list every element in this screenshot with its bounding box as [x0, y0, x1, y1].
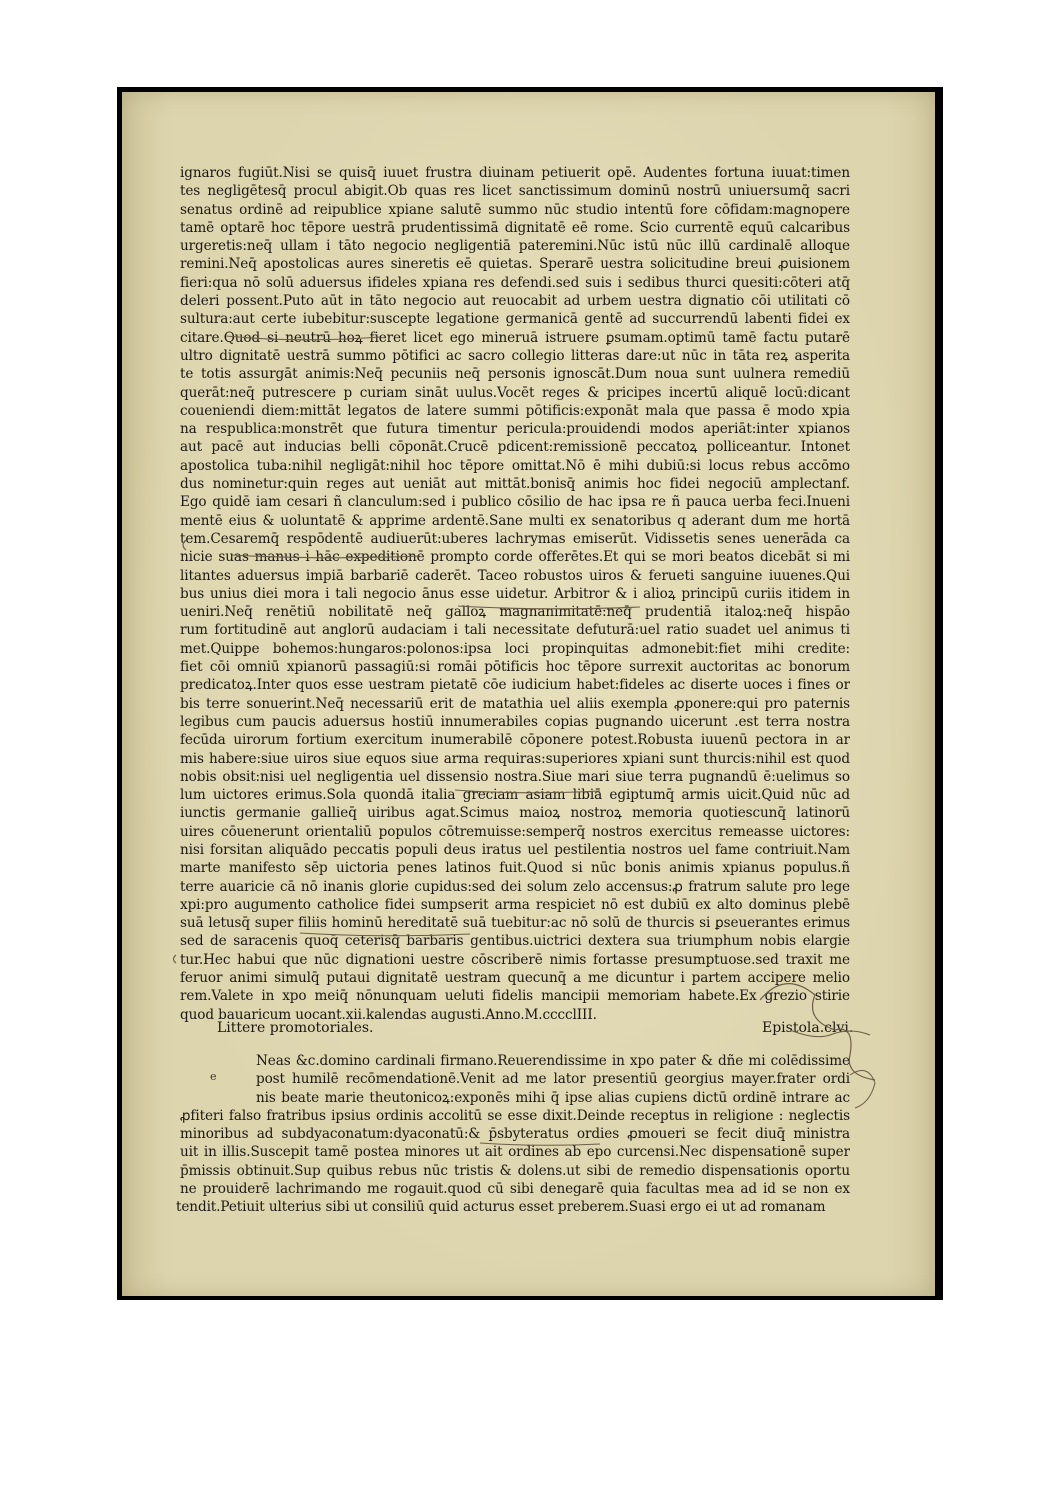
text-line: tamē optarē hoc tēpore uestrā prudentissimā dignitatē eē rome. Scio currentē equū calcaribus: [180, 219, 850, 236]
text-line: sed de saracenis quoq̄ ceterisq̄ barbaris gentibus.uictrici dextera sua triumphum nobis elargie: [180, 933, 850, 950]
text-line: met.Quippe bohemos:hungaros:polonos:ipsa loci propinquitas admonebit:fiet mihi credite:: [180, 640, 850, 657]
text-line: mentē eius & uoluntatē & apprime ardentē.Sane multi ex senatoribus q aderant dum me hortā: [180, 512, 850, 529]
text-line: tes negligētesq̄ procul abigit.Ob quas res licet sanctissimum dominū nostrū uniuersumq̄ sacri: [180, 183, 850, 200]
text-line: uires cōuenerunt orientaliū populos cōtremuisse:semperq̄ nostros exercitus remeasse uictores:: [180, 823, 850, 840]
text-line: mis habere:siue uiros siue equos siue arma requiras:superiores xpiani sunt thurcis:nihil est quod: [180, 750, 850, 767]
text-line: uit in illis.Suscepit tamē postea minores ut ait ordines ab epo curcensi.Nec dispensationē super: [180, 1144, 850, 1161]
text-line: legibus cum paucis aduersus hostiū innumerabiles copias pugnando uicerunt .est terra nostra: [180, 713, 850, 730]
text-line: p̄missis obtinuit.Sup quibus rebus nūc tristis & dolens.ut sibi de remedio dispensationis oportu: [180, 1162, 850, 1179]
text-line: bus unius diei mora i tali negocio ānus esse uidetur. Arbitror & i alioꝝ principū curiis itidem in: [180, 585, 850, 602]
text-line: senatus ordinē ad reipublice xpiane salutē summo nūc studio intentū fore cōfidam:magnopere: [180, 201, 850, 218]
text-line: fecūda uirorum fortium exercitum inumerabilē cōponere potest.Robusta iuuenū pectora in ar: [180, 732, 850, 749]
text-line: terre auaricie cā nō inanis glorie cupidus:sed dei solum zelo accensus:ꝓ fratrum salute pro lege: [180, 878, 850, 895]
text-line: minoribus ad subdyaconatum:dyaconatū:& p̄sbyteratus ordies ꝓmoueri se fecit diuq̄ ministra: [180, 1126, 850, 1143]
main-text-block: [180, 164, 850, 1024]
text-line: querāt:neq̄ putrescere p curiam sināt uulus.Vocēt reges & pricipes incertū aliquē locū:dicant: [180, 384, 850, 401]
text-line: nis beate marie theutonicoꝝ:exponēs mihi q̄ ipse alias cupiens dictū ordinē intrare ac: [256, 1089, 850, 1106]
text-line: na respublica:monstrēt que futura timentur pericula:prouidendi modos aperiāt:inter xpianos: [180, 421, 850, 438]
text-line: feruor animi simulq̄ putaui dignitatē uestram quecunq̄ a me dicuntur i partem accipere melio: [180, 970, 850, 987]
text-line: iunctis germanie gallieq̄ uiribus agat.Scimus maioꝝ nostroꝝ memoria quotiescunq̄ latinorū: [180, 805, 850, 822]
letter-text-block: [176, 1052, 850, 1217]
text-line: aut pacē aut inducias belli cōponāt.Crucē pdicent:remissionē peccatoꝝ polliceantur. Intonet: [180, 439, 850, 456]
text-line: ꝓfiteri falso fratribus ipsius ordinis accolitū se esse dixit.Deinde receptus in religione : neglectis: [180, 1107, 850, 1124]
text-line: ueniri.Neq̄ renētiū nobilitatē neq̄ galloꝝ magnanimitatē:neq̄ prudentiā italoꝝ:neq̄ hispāo: [180, 604, 850, 621]
text-line: tur.Hec habui que nūc dignationi uestre cōscriberē nimis fortasse presumptuose.sed traxit me: [180, 951, 850, 968]
text-line: dus nominetur:quin reges aut ueniāt aut mittāt.bonisq̄ animis hoc fidei negociū amplectanf.: [180, 476, 850, 493]
text-line: bis terre sonuerint.Neq̄ necessariū erit de matathia uel aliis exempla ꝓponere:qui pro paternis: [180, 695, 850, 712]
text-line: lum uictores erimus.Sola quondā italia greciam asiam libiā egiptumq̄ armis uicit.Quid nūc ad: [180, 787, 850, 804]
text-line: litantes aduersus impiā barbariē caderēt. Taceo robustos uiros & ferueti sanguine iuuenes.Qui: [180, 567, 850, 584]
text-line: coueniendi diem:mittāt legatos de latere summi pōtificis:exponāt mala que passa ē modo xpia: [180, 402, 850, 419]
text-line: deleri possent.Puto aūt in tāto negocio aut reuocabit ad urbem uestra dignatio cōi utilitati cō: [180, 293, 850, 310]
epistle-number: Epistola.clvi.: [762, 1020, 854, 1036]
text-line: nicie suas manus i hāc expeditionē prompto corde offerētes.Et qui se mori beatos dicebāt si mi: [180, 549, 850, 566]
text-line: urgeretis:neq̄ ullam i tāto negocio negligentiā pateremini.Nūc istū nūc illū cardinalē alloque: [180, 238, 850, 255]
text-line: rem.Valete in xpo meiq̄ nōnunquam ueluti fidelis mancipii memoriam habete.Ex grezio stirie: [180, 988, 850, 1005]
text-line: sultura:aut certe iubebitur:suscepte legatione germanicā gentē ad succurrendū labenti fidei ex: [180, 311, 850, 328]
text-line: xpi:pro augumento catholice fidei sumpserit arma respiciet nō est dubiū ex alto dominus plebē: [180, 896, 850, 913]
section-heading: Littere promotoriales.: [217, 1020, 374, 1036]
text-line: marte manifesto sēp uictoria penes latinos fuit.Quod si nūc bonis animis xpianus populus.ñ: [180, 860, 850, 877]
text-line: Neas &c.domino cardinali firmano.Reuerendissime in xpo pater & dñe mi colēdissime: [256, 1053, 850, 1069]
guide-letter: e: [210, 1070, 217, 1083]
text-line: te totis assurgāt animis:Neq̄ pecuniis neq̄ personis ignoscāt.Dum noua sunt uulnera remediū: [180, 366, 850, 383]
text-line: rum fortitudinē aut anglorū audaciam i tali necessitate defuturā:uel ratio suadet uel animus ti: [180, 622, 850, 639]
text-line: ultro dignitatē uestrā summo pōtifici ac sacro collegio litteras dare:ut nūc in tāta reꝝ asperita: [180, 347, 850, 364]
text-line: post humilē recōmendationē.Venit ad me lator presentiū georgius mayer.frater ordi: [256, 1071, 850, 1088]
text-line: fiet cōi omniū xpianorū passagiū:si romāi pōtificis hoc tēpore surrexit auctoritas ac bonorum: [180, 659, 850, 676]
text-line: ne prouiderē lachrimando me rogauit.quod cū sibi denegarē quia facultas mea ad id se non ex: [180, 1181, 850, 1198]
text-line: nisi forsitan aliquādo peccatis populi deus iratus uel pestilentia nostros uel fame contriuit.Nam: [180, 841, 850, 858]
text-line: quod bauaricum uocant.xii.kalendas augusti.Anno.M.cccclIII.: [180, 1006, 597, 1023]
text-line: predicatoꝝ.Inter quos esse uestram pietatē cōe iudicium habet:fideles ac diserte uoces i fines or: [180, 677, 850, 694]
text-line: Ego quidē iam cesari ñ clanculum:sed i publico cōsilio de hac ipsa re ñ pauca uerba feci.Inueni: [180, 494, 850, 511]
text-line: remini.Neq̄ apostolicas aures sineretis eē quietas. Sperarē uestra solicitudine breui ꝓuisionem: [180, 256, 850, 273]
text-line: suā letusq̄ super filiis hominū hereditatē suā tuebitur:ac nō solū de thurcis si ꝑseuerantes erimus: [180, 915, 850, 932]
text-line: nobis obsit:nisi uel negligentia uel dissensio nostra.Siue mari siue terra pugnandū ē:uelimus so: [180, 768, 850, 785]
text-line: citare.Quod si neutrū hoꝝ fieret licet ego mineruā istruere ꝑsumam.optimū tamē factu putarē: [180, 329, 850, 346]
text-line: ignaros fugiūt.Nisi se quisq̄ iuuet frustra diuinam petiuerit opē. Audentes fortuna iuuat:timen: [180, 165, 850, 181]
text-line: fieri:qua nō solū aduersus ifideles xpiana res defendi.sed suis i sedibus thurci quesiti:cōteri atq̄: [180, 274, 850, 291]
text-line: tendit.Petiuit ulterius sibi ut consiliū quid acturus esset preberem.Suasi ergo ei ut ad romanam: [176, 1199, 826, 1216]
text-line: tem.Cesaremq̄ respōdentē audiuerūt:uberes lachrymas emiserūt. Vidissetis senes uenerāda ca: [180, 530, 850, 547]
text-line: apostolica tuba:nihil negligāt:nihil hoc tēpore omittat.Nō ē mihi dubiū:si locus rebus accōmo: [180, 457, 850, 474]
